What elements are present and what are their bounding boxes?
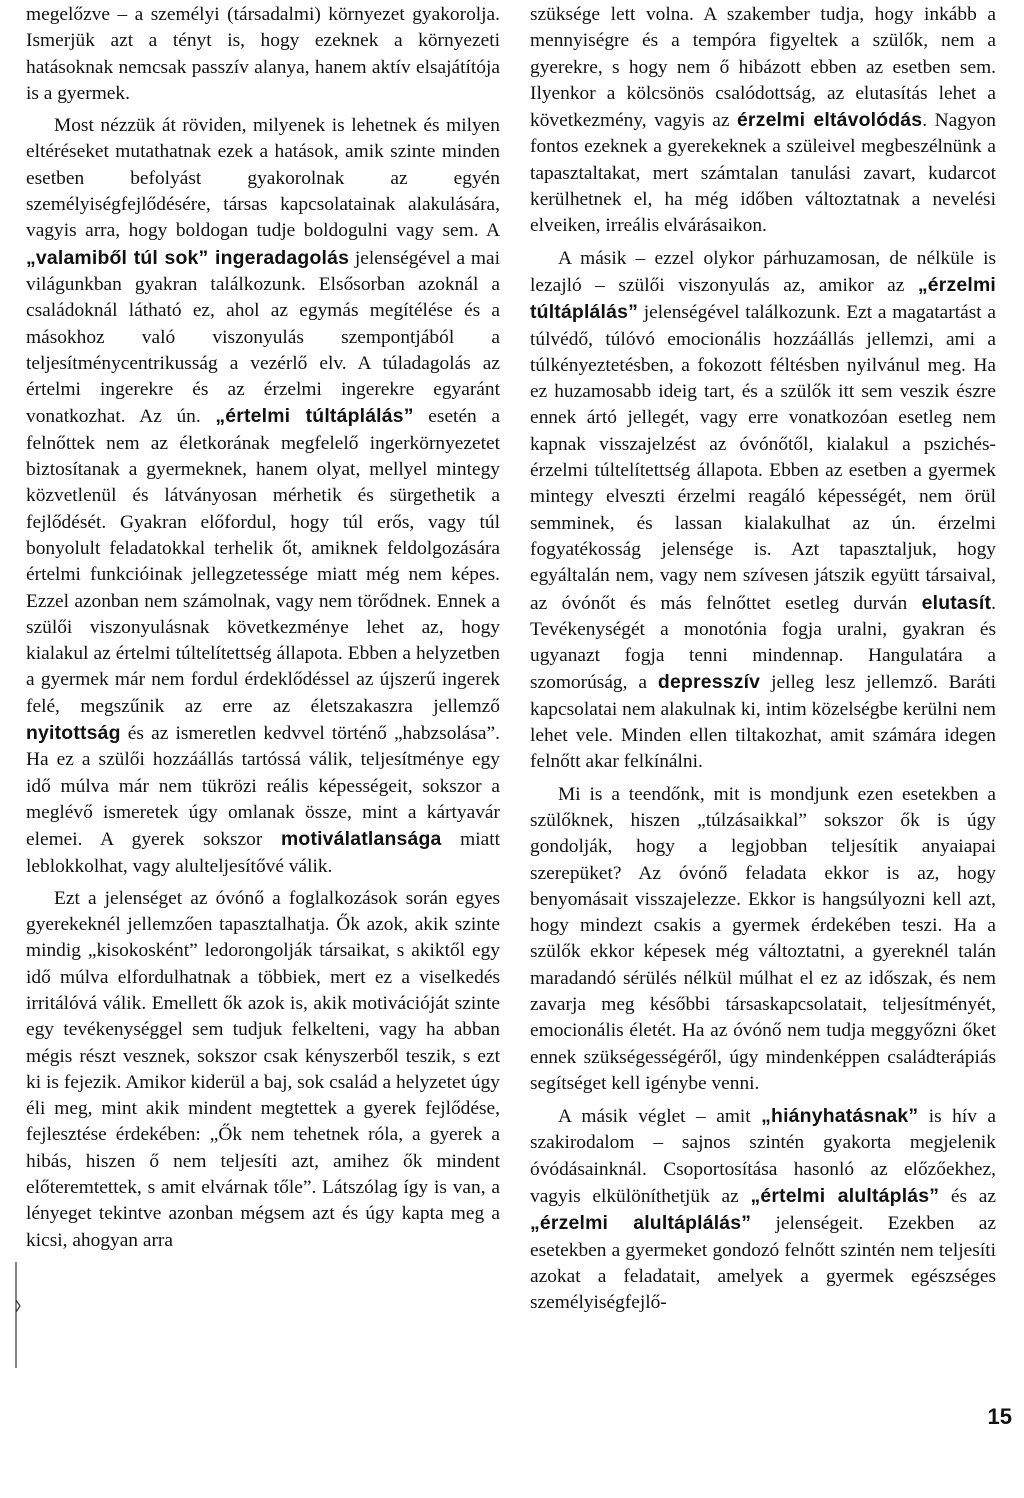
bold-term: „hiányhatásnak” bbox=[761, 1105, 919, 1128]
text-run: és az bbox=[939, 1186, 996, 1208]
left-column bbox=[26, 2, 500, 1254]
paragraph bbox=[26, 113, 500, 880]
bold-term: „értelmi alultáplás” bbox=[750, 1185, 940, 1208]
margin-bracket-mark bbox=[10, 1260, 24, 1370]
bold-term: „értelmi túltáplálás” bbox=[215, 405, 414, 428]
text-run: A másik véglet – amit bbox=[558, 1106, 762, 1128]
text-run: jelleg lesz jellemző. Baráti kapcsolatai nem alakulnak ki, intim közelségbe kerülni nem lehet vele. Minden ellen tiltakozhat, amit számára idegen felnőtt akar felkínálni. bbox=[530, 672, 996, 773]
text-run: jelenségeit. Ezekben az esetekben a gyermeket gondozó felnőtt szintén nem teljesíti azokat a feladatait, amelyek a gyermek egészséges személyiségfejlő- bbox=[530, 1213, 997, 1314]
text-run: jelenségével találkozunk. Ezt a magatartást a túlvédő, túlóvó emocionális hozzáállás jellemzi, ami a túlkényeztetésben, a fokozott féltésben nyilvánul meg. Ha ez huzamosabb ideig tart, és a szülők itt sem veszik észre ennek ártó jellegét, vagy erre vonatkozóan esetleg nem kapnak visszajelzést az óvónőtől, kialakul a pszichés-érzelmi túltelítettség állapota. Ebben az esetben a gyermek mintegy elveszti érzelmi reagáló képességét, nem örül semminek, és lassan kialakulhat az ún. érzelmi fogyatékosság jelensége is. Azt tapasztaljuk, hogy egyáltalán nem, vagy nem szívesen játszik együtt társaival, az óvónőt és más felnőttet esetleg durván bbox=[530, 302, 996, 614]
paragraph bbox=[530, 2, 996, 240]
text-run: A másik – ezzel olykor párhuzamosan, de nélküle is lezajló – szülői viszonyulás az, amikor az bbox=[530, 247, 996, 296]
bold-term: elutasít bbox=[921, 591, 992, 614]
paragraph bbox=[530, 246, 996, 776]
text-run: esetén a felnőttek nem az életkorának megfelelő ingerkörnyezetet biztosítanak a gyermeknek, hanem olyat, mellyel mintegy közvetlenül és látványosan mérhetik és sürgethetik a fejlődését. Gyakran előfordul, hogy túl erős, vagy túl bonyolult feladatokkal terhelik őt, amiknek feldolgozására értelmi funkcióinak jellegzetessége miatt még nem képes. Ezzel azonban nem számolnak, vagy nem törődnek. Ennek a szülői viszonyulásnak következménye lehet az, hogy kialakul az értelmi túltelítettség állapota. Ebben a helyzetben a gyermek már nem fordul érdeklődéssel az újszerű ingerek felé, megszűnik az erre az életszakaszra jellemző bbox=[26, 406, 501, 717]
text-run: . Nagyon fontos ezeknek a gyerekeknek a szüleivel megbeszélnünk a tapasztaltakat, mert számtalan tanulási zavart, kudarcot kerülhetnek el, ha még időben változtatnak a nevelési elveiken, irreális elvárásaikon. bbox=[530, 110, 996, 237]
paragraph: Ezt a jelenséget az óvónő a foglalkozások során egyes gyerekeknél jellemzően tapasztalhatja. Ők azok, akik szinte mindig „kisokosként” ledorongolják társaikat, s akiktől egy idő múlva elfordulhatnak a többiek, mert ez a viselkedés irritálóvá válik. Emellett ők azok is, akik motivációját szinte egy tevékenységgel sem tudjuk felkelteni, vagy ha abban mégis részt vesznek, sokszor csak kényszerből teszik, s ezt ki is fejezik. Amikor kiderül a baj, sok család a helyzetet úgy éli meg, mint akik mindent megtettek a gyerek fejlődése, fejlesztése érdekében: „Ők nem tehetnek róla, a gyerek a hibás, hiszen ő nem teljesíti azt, amihez ők mindent előteremtettek, s amit elvárnak tőle”. Látszólag így is van, a lényeget tekintve azonban mégsem azt és úgy kapta meg a kicsi, ahogyan arra bbox=[26, 887, 500, 1251]
text-run: szüksége lett volna. A szakember tudja, hogy inkább a mennyiségre és a tempóra figyeltek a szülők, nem a gyerekre, s hogy nem ő hibázott ebben az esetben sem. Ilyenkor a kölcsönös csalódottság, az elutasítás lehet a következmény, vagyis az bbox=[530, 4, 996, 132]
bold-term: „valamiből túl sok” ingeradagolás bbox=[26, 246, 350, 269]
bold-term: depresszív bbox=[657, 671, 761, 694]
bold-term: érzelmi eltávolódás bbox=[736, 109, 923, 132]
text-run: és az ismeretlen kedvvel történő „habzsolása”. Ha ez a szülői hozzáállás tartóssá válik, teljesítménye egy idő múlva már nem tükrözi reális képességeit, sokszor a meglévő ismeretek úgy omlanak össze, mint a kártyavár elemei. A gyerek sokszor bbox=[26, 723, 500, 851]
text-run: Most nézzük át röviden, milyenek is lehetnek és milyen eltéréseket mutathatnak ezek a hatások, amik szinte minden esetben befolyást gyakorolnak az egyén személyiségfejlődésére, társas kapcsolatainak alakulására, vagyis arra, hogy boldogan tudje boldogulni vagy sem. A bbox=[26, 115, 500, 242]
bold-term: nyitottság bbox=[26, 722, 121, 745]
bold-term: motiválatlansága bbox=[280, 828, 442, 851]
text-run: is hív a szakirodalom – sajnos szintén gyakorta megjelenik óvódásainknál. Csoportosítása hasonló az előzőekhez, vagyis elkülöníthetjük az bbox=[530, 1106, 996, 1208]
paragraph: megelőzve – a személyi (társadalmi) környezet gyakorolja. Ismerjük azt a tényt is, hogy ezeknek a környezeti hatásoknak nemcsak passzív alanya, hanem aktív elsajátítója is a gyermek. bbox=[26, 4, 500, 104]
text-run: jelenségével a mai világunkban gyakran találkozunk. Elsősorban azoknál a családoknál látható ez, ahol az egymás megítélése és a másokhoz való viszonyulás szempontjából a teljesítménycentrikusság a vezérlő elv. A túladagolás az értelmi ingerekre és az érzelmi ingerekre egyaránt vonatkozhat. Az ún. bbox=[26, 247, 500, 428]
paragraph: Mi is a teendőnk, mit is mondjunk ezen esetekben a szülőknek, hiszen „túlzásaikkal” sokszor ők is úgy gondolják, hogy a legjobban teljesítik anyaiapai szerepüket? Az óvónő feladata ekkor is az, hogy benyomásait visszajelezze. Ekkor is hangsúlyozni kell azt, hogy mindezt csakis a gyermek érdekében teszi. Ha a szülők ekkor képesek még változtatni, a gyereknél talán maradandó sérülés nélkül múlhat el ez az időszak, és nem zavarja meg későbbi társaskapcsolatait, teljesítményét, emocionális életét. Ha az óvónő nem tudja meggyőzni őket ennek szükségességéről, úgy mindenképpen családterápiás segítséget kell igénybe venni. bbox=[530, 783, 996, 1094]
page-number: 15 bbox=[987, 1404, 1012, 1429]
right-column bbox=[530, 2, 996, 1317]
text-run: . Tevékenységét a monotónia fogja uralni, gyakran és ugyanazt fogja tenni mindennap. Hangulatára a szomorúság, a bbox=[530, 592, 996, 694]
text-run: miatt leblokkolhat, vagy alulteljesítővé válik. bbox=[26, 829, 500, 877]
bold-term: „érzelmi túltáplálás” bbox=[530, 273, 996, 324]
bold-term: „érzelmi alultáplálás” bbox=[530, 1212, 752, 1235]
paragraph bbox=[530, 1103, 996, 1316]
